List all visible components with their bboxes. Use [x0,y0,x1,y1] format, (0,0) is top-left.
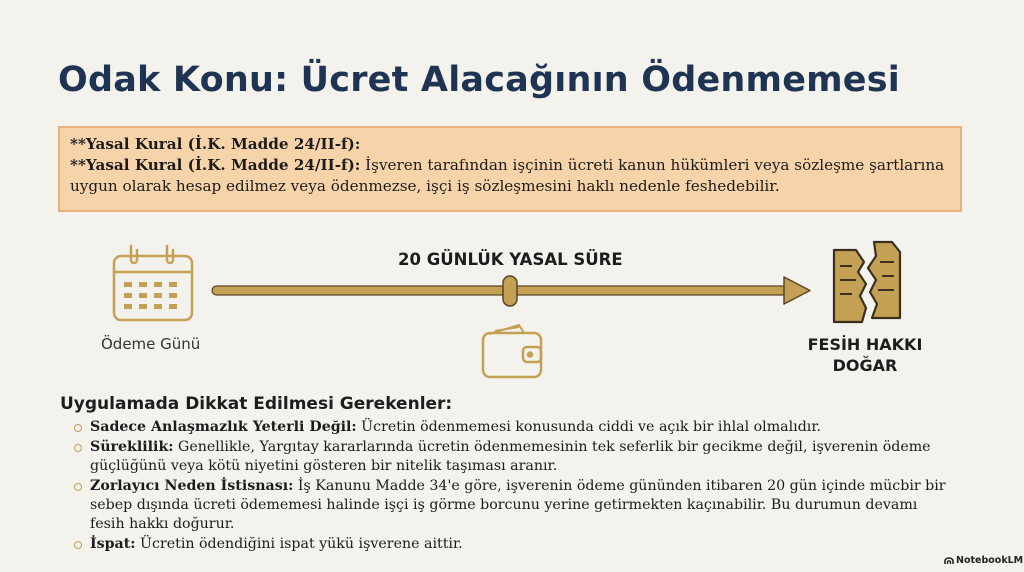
list-item: Süreklilik: Genellikle, Yargıtay kararlarında ücretin ödenmemesinin tek seferlik bir gecikme değil, işverenin ödeme güçlüğünü veya kötü niyetini gösteren bir nitelik taşıması aranır. [72,438,952,476]
termination-right-label: FESİH HAKKI DOĞAR [807,335,923,375]
notebooklm-logo-icon [944,557,954,565]
considerations-list [72,418,952,555]
list-item: Zorlayıcı Neden İstisnası: İş Kanunu Madde 34'e göre, işverenin ödeme gününden itibaren 20 gün içinde mücbir bir sebep dışında ücreti ödememesi halinde işçi iş görme borcunu yerine getirmekten kaçınabilir. Bu durumun devamı fesih hakkı doğurur. [72,477,952,534]
brand-watermark: NotebookLM [944,555,1023,566]
page-title: Odak Konu: Ücret Alacağının Ödenmemesi [58,60,900,100]
timeline-title: 20 GÜNLÜK YASAL SÜRE [398,250,623,269]
calendar-icon [114,246,192,320]
payment-day-label: Ödeme Günü [101,335,201,353]
list-item: İspat: Ücretin ödendiğini ispat yükü işverene aittir. [72,535,952,554]
rule-heading: **Yasal Kural (İ.K. Madde 24/II-f): [70,135,361,153]
rule-line-2: **Yasal Kural (İ.K. Madde 24/II-f): İşveren tarafından işçinin ücreti kanun hükümleri veya sözleşme şartlarına [70,156,945,174]
wallet-icon [483,325,541,377]
list-item: Sadece Anlaşmazlık Yeterli Değil: Ücretin ödenmemesi konusunda ciddi ve açık bir ihlal olmalıdır. [72,418,952,437]
torn-document-icon [834,242,900,322]
rule-line-3: uygun olarak hesap edilmez veya ödenmezse, işçi iş sözleşmesini haklı nedenle feshedebilir. [70,177,780,195]
timeline-marker [503,276,517,306]
section-title: Uygulamada Dikkat Edilmesi Gerekenler: [60,394,453,414]
